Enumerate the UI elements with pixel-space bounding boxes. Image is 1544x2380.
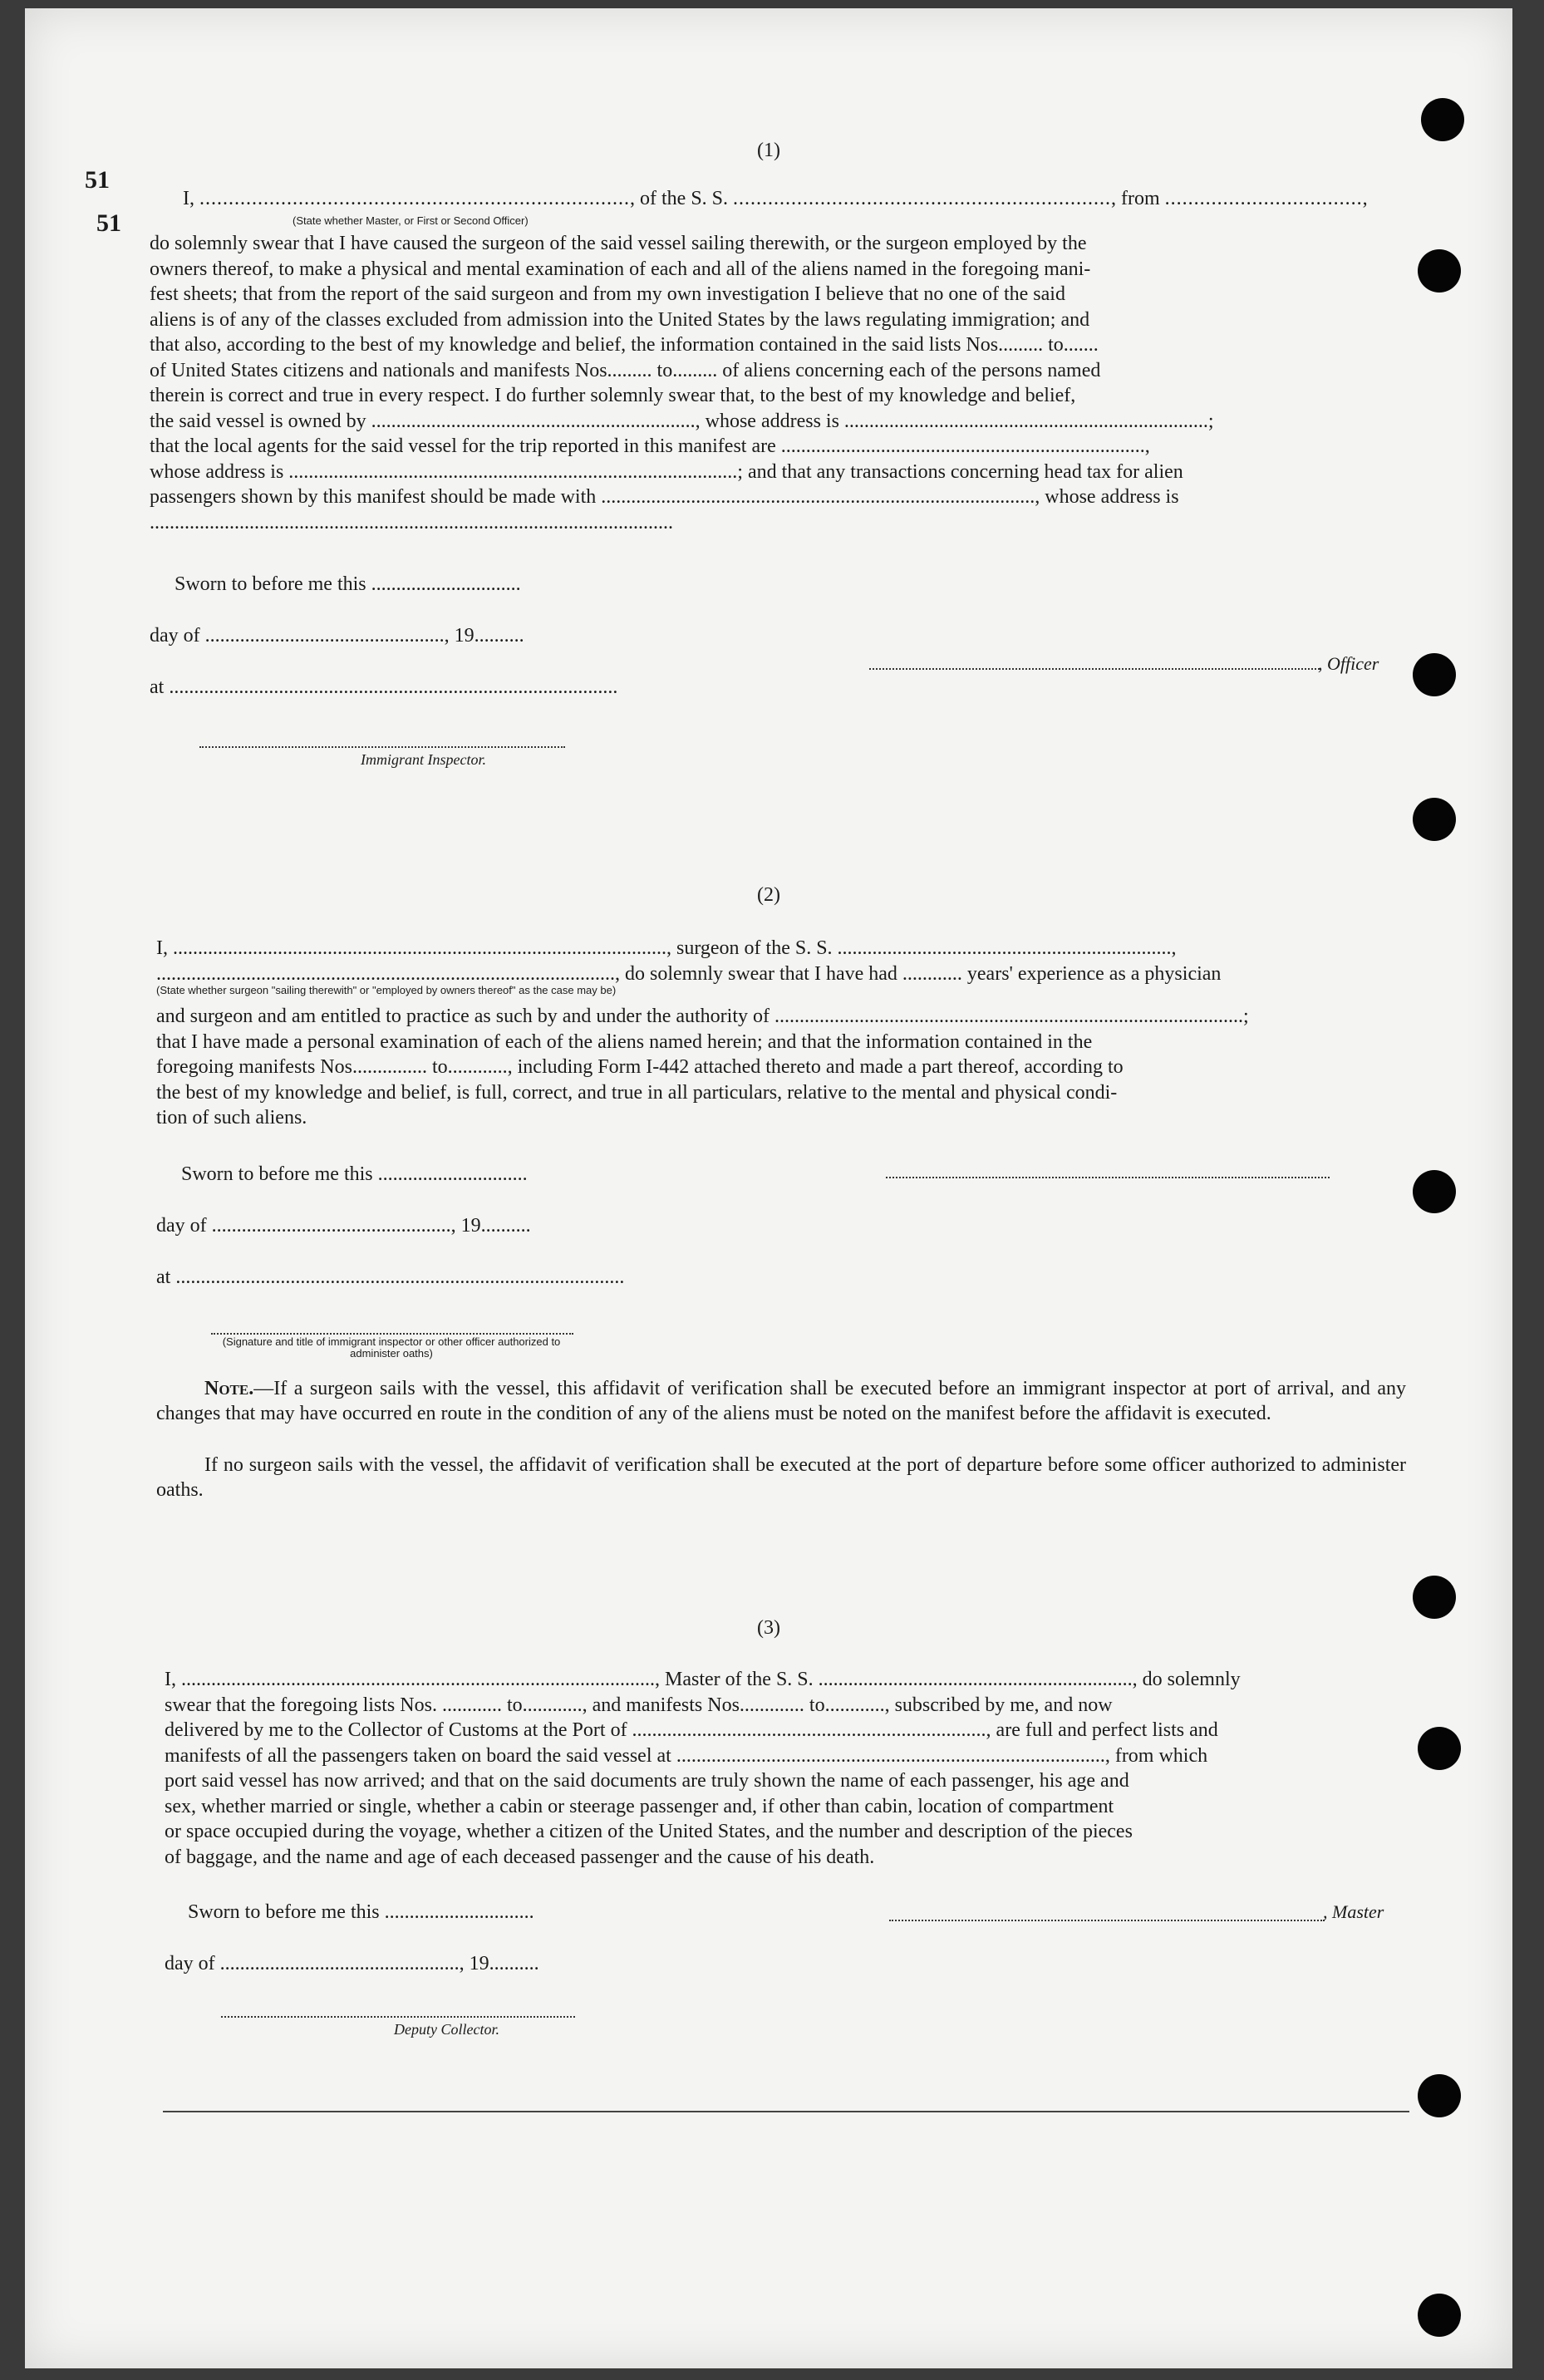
from-label: , from [1111, 188, 1160, 209]
punch-hole [1418, 2294, 1461, 2337]
of-the-ss-label: , of the S. S. [630, 188, 729, 209]
body-line: delivered by me to the Collector of Customs at the Port of ......................................................................., are full and perfect lists and [165, 1719, 1218, 1741]
section-3-body [165, 1667, 1411, 1870]
at-line: at .......................................................................................... [156, 1266, 625, 1288]
body-line: foregoing manifests Nos............... to............, including Form I-442 attached thereto and made a part thereof, according to [156, 1056, 1124, 1078]
body-line: ......................................................................................................... [150, 511, 673, 534]
punch-hole [1413, 653, 1456, 696]
inspector-caption: Immigrant Inspector. [361, 751, 486, 768]
sworn-line: Sworn to before me this .............................. [188, 1901, 534, 1923]
section-1-body [150, 231, 1396, 535]
surgeon-signature-line [886, 1177, 1330, 1178]
officer-signature-line [869, 668, 1320, 670]
punch-hole [1421, 98, 1464, 141]
body-line: port said vessel has now arrived; and that on the said documents are truly shown the name of each passenger, his age and [165, 1770, 1129, 1792]
day-line: day of ................................................, 19.......... [150, 625, 524, 647]
section-3-number: (3) [757, 1617, 780, 1639]
section-1-number: (1) [757, 140, 780, 161]
body-line: the said vessel is owned by ................................................................., whose address is .........................................................................; [150, 410, 1214, 432]
officer-intro: I, [183, 188, 194, 209]
body-line: of baggage, and the name and age of each deceased passenger and the cause of his death. [165, 1846, 875, 1868]
section-2-number: (2) [757, 884, 780, 906]
master-caption: , Master [1323, 1901, 1384, 1922]
section-2-body [156, 1004, 1403, 1131]
bottom-rule [163, 2111, 1409, 2112]
body-line: therein is correct and true in every respect. I do further solemnly swear that, to the best of my knowledge and belief, [150, 385, 1076, 406]
body-line: whose address is ..........................................................................................; and that any transactions concerning head tax for alien [150, 460, 1183, 483]
note-label: Note. [204, 1378, 254, 1399]
margin-number: 51 [96, 209, 121, 237]
body-line: that the local agents for the said vessel for the trip reported in this manifest are ........................................................................., [150, 435, 1150, 457]
officer-caption: , Officer [1318, 653, 1379, 674]
surgeon-line: I, ..................................................................................................., surgeon of the S. S. ..................................................................., [156, 937, 1177, 959]
body-line: I, ..............................................................................................., Master of the S. S. ..............................................................., do solemnly [165, 1669, 1241, 1690]
body-line: and surgeon and am entitled to practice as such by and under the authority of ..............................................................................................; [156, 1006, 1249, 1027]
collector-signature-line [221, 2016, 575, 2018]
body-line: aliens is of any of the classes excluded from admission into the United States by the laws regulating immigration; and [150, 308, 1090, 331]
surgeon-type-caption: (State whether surgeon "sailing therewith" or "employed by owners thereof" as the case may be) [156, 984, 617, 996]
inspector-sign-caption: (Signature and title of immigrant inspector or other officer authorized to administer oaths) [222, 1335, 561, 1360]
sworn-line: Sworn to before me this .............................. [175, 573, 521, 595]
document-page [25, 8, 1512, 2368]
section-2-header [156, 936, 1403, 986]
experience-line: ............................................................................................, do solemnly swear that I have had ............ years' experience as a physician [156, 962, 1222, 985]
master-signature-line [889, 1920, 1325, 1921]
margin-number: 51 [85, 166, 110, 194]
punch-hole [1418, 1727, 1461, 1770]
punch-hole [1413, 1576, 1456, 1619]
inspector-signature-line [199, 746, 565, 748]
note-block-2 [156, 1453, 1406, 1502]
body-line: manifests of all the passengers taken on board the said vessel at ......................................................................................, from which [165, 1744, 1208, 1767]
punch-hole [1413, 1170, 1456, 1213]
day-line: day of ................................................, 19.......... [156, 1215, 531, 1237]
body-line: or space occupied during the voyage, whether a citizen of the United States, and the number and description of the pieces [165, 1821, 1133, 1842]
body-line: owners thereof, to make a physical and mental examination of each and all of the aliens named in the foregoing mani- [150, 258, 1091, 280]
note-paragraph-2: If no surgeon sails with the vessel, the affidavit of verification shall be executed at the port of departure before some officer authorized to administer oaths. [156, 1454, 1406, 1501]
body-line: fest sheets; that from the report of the said surgeon and from my own investigation I believe that no one of the said [150, 283, 1065, 305]
section-1-line1: I, .........................................................................., of the S. S. ................................................................., from .................................., [183, 188, 1369, 209]
collector-caption: Deputy Collector. [394, 2021, 499, 2038]
body-line: swear that the foregoing lists Nos. ............ to............, and manifests Nos............. to............, subscribed by me, and now [165, 1694, 1113, 1716]
body-line: that I have made a personal examination of each of the aliens named herein; and that the information contained in the [156, 1030, 1093, 1053]
inspector-signature-line [211, 1333, 573, 1335]
body-line: of United States citizens and nationals and manifests Nos......... to......... of aliens concerning each of the persons named [150, 359, 1101, 381]
body-line: do solemnly swear that I have caused the surgeon of the said vessel sailing therewith, or the surgeon employed by the [150, 233, 1087, 254]
punch-hole [1413, 798, 1456, 841]
punch-hole [1418, 249, 1461, 293]
body-line: sex, whether married or single, whether a cabin or steerage passenger and, if other than cabin, location of compartment [165, 1795, 1114, 1817]
at-line: at .......................................................................................... [150, 676, 618, 698]
punch-hole [1418, 2074, 1461, 2117]
note-block [156, 1376, 1406, 1426]
body-line: tion of such aliens. [156, 1107, 307, 1129]
day-line: day of ................................................, 19.......... [165, 1953, 539, 1974]
sworn-line: Sworn to before me this .............................. [181, 1163, 528, 1185]
officer-rank-caption: (State whether Master, or First or Second Officer) [293, 214, 529, 227]
note-paragraph-1: —If a surgeon sails with the vessel, this affidavit of verification shall be executed before an immigrant inspector at port of arrival, and any changes that may have occurred en route in the condition of any of the aliens must be noted on the manifest before the affidavit is executed. [156, 1378, 1406, 1424]
body-line: passengers shown by this manifest should be made with ......................................................................................., whose address is [150, 486, 1179, 508]
body-line: that also, according to the best of my knowledge and belief, the information contained in the said lists Nos......... to....... [150, 334, 1099, 356]
body-line: the best of my knowledge and belief, is full, correct, and true in all particulars, relative to the mental and physical condi- [156, 1081, 1118, 1104]
